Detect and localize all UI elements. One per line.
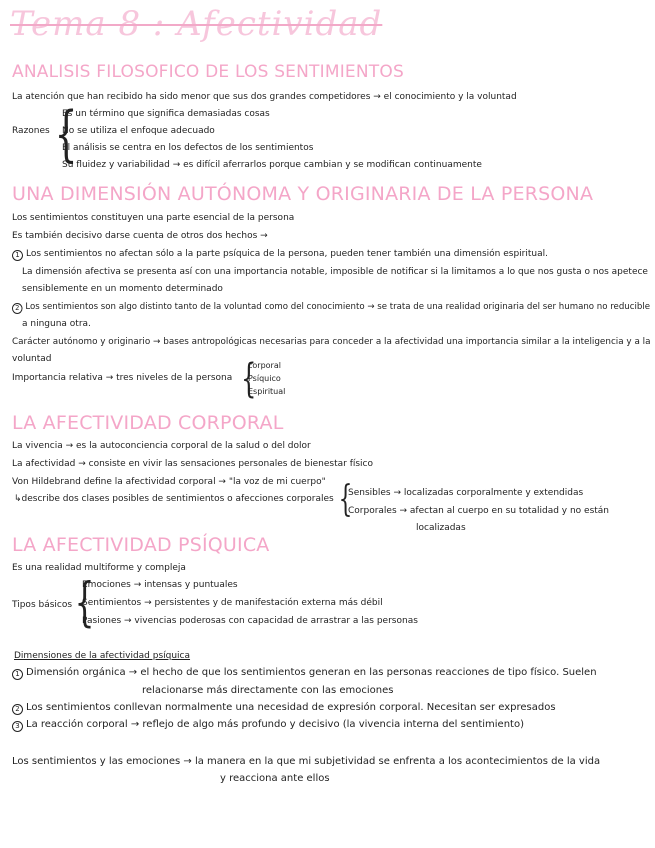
s2-line: voluntad	[12, 354, 52, 364]
types-brace: {	[74, 573, 95, 633]
section-heading-dimensiones: Dimensiones de la afectividad psíquica	[14, 651, 191, 661]
classes-brace: {	[338, 479, 353, 520]
number-3-badge: 3	[12, 721, 23, 732]
level-item: corporal	[248, 361, 281, 370]
s2-line: La dimensión afectiva se presenta así con una importancia notable, imposible de notificar si la limitamos a lo que nos gusta o nos apetece	[22, 267, 648, 277]
level-item: Espiritual	[248, 387, 286, 396]
class-item: Corporales → afectan al cuerpo en su totalidad y no están	[348, 506, 610, 516]
s4-intro: Es una realidad multiforme y compleja	[12, 563, 186, 573]
section-heading-analisis: ANALISIS FILOSOFICO DE LOS SENTIMIENTOS	[12, 62, 404, 82]
dimension-item: 3 La reacción corporal → reflejo de algo más profundo y decisivo (la vivencia interna del sentimiento)	[12, 719, 524, 732]
types-label: Tipos básicos	[12, 600, 73, 610]
reason-item: Su fluidez y variabilidad → es difícil aferrarlos porque cambian y se modifican continuamente	[62, 160, 482, 170]
section-heading-dimension: UNA DIMENSIÓN AUTÓNOMA Y ORIGINARIA DE LA PERSONA	[12, 183, 594, 205]
class-item-cont: localizadas	[416, 523, 466, 533]
s2-line: 1 Los sentimientos no afectan sólo a la parte psíquica de la persona, pueden tener también una dimensión espiritual.	[12, 249, 548, 261]
s3-line: La vivencia → es la autoconciencia corporal de la salud o del dolor	[12, 441, 311, 451]
conclusion-line: y reacciona ante ellos	[220, 773, 330, 784]
section-heading-psiquica: LA AFECTIVIDAD PSÍQUICA	[12, 534, 270, 556]
s2-line: Carácter autónomo y originario → bases antropológicas necesarias para conceder a la afectividad una importancia similar a la inteligencia y a la	[12, 337, 651, 347]
type-item: Sentimientos → persistentes y de manifestación externa más débil	[82, 598, 383, 608]
number-1-badge: 1	[12, 250, 23, 261]
dimension-item: 2 Los sentimientos conllevan normalmente una necesidad de expresión corporal. Necesitan ser expresados	[12, 702, 556, 715]
page-title: Tema 8 : Afectividad	[10, 4, 383, 44]
s3-line: La afectividad → consiste en vivir las sensaciones personales de bienestar físico	[12, 459, 374, 469]
section-heading-corporal: LA AFECTIVIDAD CORPORAL	[12, 412, 284, 434]
s2-line: Es también decisivo darse cuenta de otros dos hechos →	[12, 231, 268, 241]
importance-label: Importancia relativa → tres niveles de la persona	[12, 373, 233, 383]
s3-line: Von Hildebrand define la afectividad corporal → "la voz de mi cuerpo"	[12, 477, 326, 487]
s1-intro: La atención que han recibido ha sido menor que sus dos grandes competidores → el conocimiento y la voluntad	[12, 92, 517, 102]
reason-item: No se utiliza el enfoque adecuado	[62, 126, 215, 136]
type-item: Emociones → intensas y puntuales	[82, 580, 238, 590]
dimension-item: 1 Dimensión orgánica → el hecho de que los sentimientos generan en las personas reacciones de tipo físico. Suelen	[12, 667, 597, 680]
number-2-badge: 2	[12, 303, 23, 314]
reasons-label: Razones	[12, 126, 50, 136]
s2-line: sensiblemente en un momento determinado	[22, 284, 223, 294]
reasons-brace: {	[54, 99, 78, 169]
reason-item: El análisis se centra en los defectos de los sentimientos	[62, 143, 314, 153]
dimension-item: relacionarse más directamente con las emociones	[142, 685, 394, 696]
number-2-badge: 2	[12, 704, 23, 715]
levels-brace: {	[241, 356, 257, 402]
number-1-badge: 1	[12, 669, 23, 680]
level-item: Psíquico	[248, 374, 281, 383]
reason-item: Es un término que significa demasiadas cosas	[62, 109, 270, 119]
s2-line: Los sentimientos constituyen una parte esencial de la persona	[12, 213, 295, 223]
s3-describe: ↳describe dos clases posibles de sentimientos o afecciones corporales	[14, 494, 334, 504]
class-item: Sensibles → localizadas corporalmente y extendidas	[348, 488, 584, 498]
conclusion-line: Los sentimientos y las emociones → la manera en la que mi subjetividad se enfrenta a los acontecimientos de la vida	[12, 756, 601, 767]
s2-line: a ninguna otra.	[22, 319, 91, 329]
s2-line: 2 Los sentimientos son algo distinto tanto de la voluntad como del conocimiento → se trata de una realidad originaria del ser humano no reducible	[12, 302, 650, 314]
type-item: Pasiones → vivencias poderosas con capacidad de arrastrar a las personas	[82, 616, 418, 626]
